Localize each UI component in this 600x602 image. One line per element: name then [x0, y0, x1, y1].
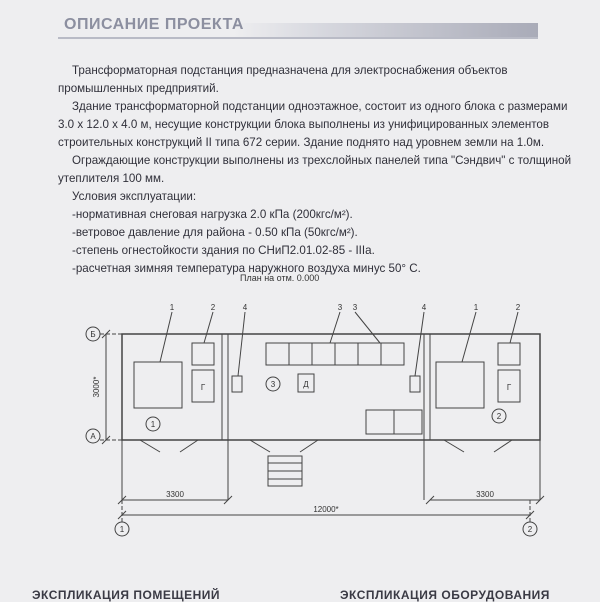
paragraph-line: -расчетная зимняя температура наружного воздуха минус 50° С. — [72, 262, 421, 275]
room-number-1: 1 — [150, 420, 156, 429]
door-swing — [140, 440, 160, 452]
dimension-right: 3300 — [476, 490, 494, 499]
paragraph-line: промышленных предприятий. — [58, 82, 219, 95]
axis-label-b: Б — [90, 330, 96, 339]
paragraph-line: Ограждающие конструкции выполнены из трехслойных панелей типа "Сэндвич" с толщиной — [72, 154, 572, 167]
axis-label-2: 2 — [527, 525, 533, 534]
door-swing — [444, 440, 464, 452]
equipment-explication-heading: ЭКСПЛИКАЦИЯ ОБОРУДОВАНИЯ — [340, 588, 550, 602]
axis-label-1: 1 — [119, 525, 125, 534]
paragraph-line: -степень огнестойкости здания по СНиП2.01.02-85 - IIIa. — [72, 244, 375, 257]
paragraph-line: -ветровое давление для района - 0.50 кПа (50кгс/м²). — [72, 226, 358, 239]
callout-1: 1 — [473, 303, 479, 312]
paragraph-line: -нормативная снеговая нагрузка 2.0 кПа (200кгс/м²). — [72, 208, 353, 221]
dimension-total: 12000* — [313, 505, 339, 514]
callout-4: 4 — [421, 303, 427, 312]
transformer-right — [436, 362, 484, 408]
paragraph-line: Условия эксплуатации: — [72, 190, 197, 203]
panel-label-g: Г — [200, 383, 206, 392]
transformer-left — [134, 362, 182, 408]
door-swing — [300, 440, 318, 452]
page-title: ОПИСАНИЕ ПРОЕКТА — [64, 16, 244, 33]
callout-4: 4 — [242, 303, 248, 312]
rooms-explication-heading: ЭКСПЛИКАЦИЯ ПОМЕЩЕНИЙ — [32, 588, 220, 602]
paragraph-line: строительных конструкций II типа 672 серии. Здание поднято над уровнем земли на 1.0м. — [58, 136, 545, 149]
door-swing — [494, 440, 512, 452]
callout-3: 3 — [352, 303, 358, 312]
panel-label-d: Д — [303, 380, 309, 389]
paragraph-line: 3.0 х 12.0 х 4.0 м, несущие конструкции блока выполнены из унифицированных элементов — [58, 118, 550, 131]
door-swing — [250, 440, 270, 452]
paragraph-line: Трансформаторная подстанция предназначена для электроснабжения объектов — [72, 64, 508, 77]
dimension-left: 3300 — [166, 490, 184, 499]
room-number-3: 3 — [270, 380, 276, 389]
building-outer-wall — [122, 334, 540, 440]
dimension-height: 3000* — [92, 376, 101, 398]
small-panel — [410, 376, 420, 392]
plan-caption: План на отм. 0.000 — [240, 273, 320, 283]
room-number-2: 2 — [496, 412, 502, 421]
small-panel — [232, 376, 242, 392]
door-swing — [180, 440, 198, 452]
cabinet-right — [498, 343, 520, 365]
paragraph-line: утеплителя 100 мм. — [58, 172, 165, 185]
callout-2: 2 — [210, 303, 216, 312]
paragraph-line: Здание трансформаторной подстанции одноэтажное, состоит из одного блока с размерами — [72, 100, 568, 113]
cabinet-left — [192, 343, 214, 365]
callout-1: 1 — [169, 303, 175, 312]
callout-2: 2 — [515, 303, 521, 312]
callout-3: 3 — [337, 303, 343, 312]
axis-label-a: А — [90, 432, 96, 441]
panel-label-g: Г — [506, 383, 512, 392]
